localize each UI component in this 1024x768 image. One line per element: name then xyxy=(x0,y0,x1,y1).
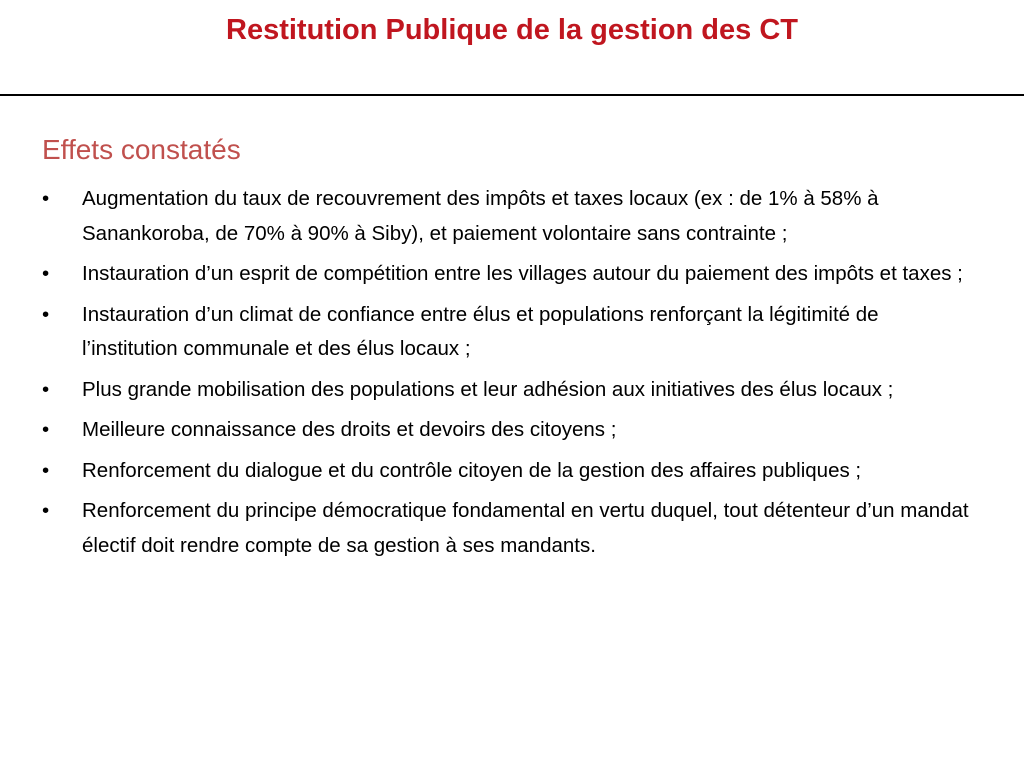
bullet-text: Instauration d’un climat de confiance entre élus et populations renforçant la légitimité de l’institution communale et des élus locaux ; xyxy=(82,302,879,360)
bullet-text: Plus grande mobilisation des populations et leur adhésion aux initiatives des élus locaux ; xyxy=(82,377,894,401)
bullet-text: Renforcement du principe démocratique fondamental en vertu duquel, tout détenteur d’un mandat électif doit rendre compte de sa gestion à ses mandants. xyxy=(82,499,969,557)
bullet-item xyxy=(42,257,977,292)
bullet-item xyxy=(42,182,977,251)
bullet-icon: • xyxy=(42,499,50,522)
slide-title: Restitution Publique de la gestion des CT xyxy=(226,14,798,46)
bullet-icon: • xyxy=(42,418,50,441)
bullet-icon: • xyxy=(42,458,50,482)
bullet-item xyxy=(42,494,977,563)
bullet-icon: • xyxy=(42,187,50,210)
bullet-item xyxy=(42,454,977,489)
section-heading: Effets constatés xyxy=(42,134,241,165)
bullet-text: Meilleure connaissance des droits et devoirs des citoyens ; xyxy=(82,418,617,441)
bullet-icon: • xyxy=(42,302,50,326)
bullet-item xyxy=(42,373,977,408)
title-divider xyxy=(0,94,1024,96)
bullet-item xyxy=(42,298,977,367)
bullet-icon: • xyxy=(42,262,50,285)
bullet-icon: • xyxy=(42,377,50,401)
bullet-text: Renforcement du dialogue et du contrôle citoyen de la gestion des affaires publiques ; xyxy=(82,458,862,482)
bullet-item xyxy=(42,413,977,448)
bullet-list xyxy=(42,182,977,569)
bullet-text: Instauration d’un esprit de compétition entre les villages autour du paiement des impôts et taxes ; xyxy=(82,262,963,285)
bullet-text: Augmentation du taux de recouvrement des impôts et taxes locaux (ex : de 1% à 58% à Sanankoroba, de 70% à 90% à Siby), et paiement volontaire sans contrainte ; xyxy=(82,187,879,245)
